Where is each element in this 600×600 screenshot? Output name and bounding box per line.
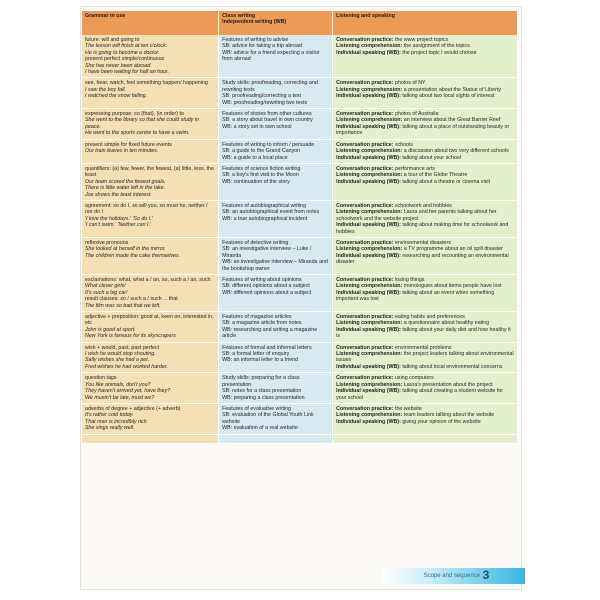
listening-cell <box>333 200 518 237</box>
listening-label: Individual speaking (WB): <box>336 49 401 56</box>
grammar-line: The film was so bad that we left. <box>85 302 161 309</box>
writing-line: WB: a guide to a local place <box>222 154 288 161</box>
grammar-line: present perfect simple/continuous <box>85 56 165 63</box>
writing-line: Study skills: proofreading, correcting and rewriting texts <box>222 80 318 93</box>
listening-label: Listening comprehension: <box>336 172 403 179</box>
grammar-line: New York is famous for its skyscrapers <box>85 333 176 340</box>
writing-line: SB: evaluation of the Global Youth Link website <box>222 412 314 425</box>
footer-title: Scope and sequence <box>423 573 480 579</box>
table-row <box>82 312 518 343</box>
grammar-line: The lesson will finish at ten o'clock. <box>85 43 168 50</box>
header-grammar: Grammar in use <box>82 11 219 35</box>
listening-text: environmental problems <box>393 344 452 351</box>
listening-cell <box>333 78 518 109</box>
listening-label: Listening comprehension: <box>336 320 403 327</box>
listening-text: researching and recounting an environmental disaster <box>336 252 509 266</box>
writing-cell <box>219 237 333 274</box>
table-row <box>82 78 518 109</box>
listening-text: an interview about the Great Barrier Reef <box>402 117 501 124</box>
writing-line: Features of science fiction writing <box>222 165 301 172</box>
listening-line <box>336 327 514 340</box>
grammar-line: She has never been abroad. <box>85 62 152 69</box>
table-header-row <box>82 11 518 35</box>
table-row <box>82 342 518 373</box>
listening-label: Individual speaking (WB): <box>336 222 401 229</box>
listening-cell <box>333 163 518 200</box>
table-row <box>82 373 518 404</box>
writing-cell <box>219 139 333 163</box>
listening-line <box>336 155 514 161</box>
grammar-line: see, hear, watch, feel something happen/ happening <box>85 80 208 87</box>
grammar-line: expressing purpose: so (that), (in order) to <box>85 111 184 118</box>
listening-label: Individual speaking (WB): <box>336 93 401 100</box>
writing-line: SB: different opinions about a subject <box>222 283 310 290</box>
listening-text: the project leaders talking about environmental issues <box>336 351 514 364</box>
listening-text: performance arts <box>393 165 436 172</box>
listening-text: Laura's presentation about the project <box>402 381 493 388</box>
writing-line: WB: preparing a class presentation <box>222 394 305 401</box>
writing-line: Features of autobiographical writing <box>222 202 307 209</box>
writing-cell <box>219 78 333 109</box>
listening-text: talking about local environmental concerns <box>400 363 503 370</box>
listening-label: Listening comprehension: <box>336 381 403 388</box>
grammar-line: She went to the library so that she could study in peace. <box>85 117 199 130</box>
writing-line: SB: notes for a class presentation <box>222 388 302 395</box>
empty-cell <box>333 434 518 443</box>
page-number: 3 <box>482 568 490 582</box>
listening-text: a presentation about the Statue of Liberty <box>402 86 501 93</box>
listening-label: Individual speaking (WB): <box>336 252 401 259</box>
listening-label: Listening comprehension: <box>336 283 403 290</box>
grammar-cell <box>82 109 219 140</box>
listening-label: Conversation practice: <box>336 239 394 246</box>
writing-line: Features of magazine articles <box>222 314 292 321</box>
grammar-line: They haven't arrived yet, have they? <box>85 388 171 395</box>
grammar-cell <box>82 403 219 434</box>
table-row <box>82 35 518 78</box>
table-row <box>82 139 518 163</box>
grammar-line: wish + would, past, past perfect <box>85 344 160 351</box>
writing-cell <box>219 35 333 78</box>
listening-cell <box>333 275 518 312</box>
writing-line: SB: an autobiographical event from notes <box>222 209 320 216</box>
grammar-line: She looked at herself in the mirror. <box>85 246 166 253</box>
grammar-line: I watched the snow falling. <box>85 93 148 100</box>
grammar-line: 'I can't swim.' 'Neither can I.' <box>85 222 151 229</box>
listening-label: Individual speaking (WB): <box>336 123 401 130</box>
grammar-line: It's rather cold today. <box>85 412 134 419</box>
writing-line: WB: proofreading/rewriting two texts <box>222 99 308 106</box>
listening-text: a discussion about two very different schools <box>402 148 509 155</box>
writing-line: SB: a boy's first visit to the Moon <box>222 172 299 179</box>
listening-text: a questionnaire about healthy eating <box>402 320 490 327</box>
grammar-line: I wish he would stop shouting. <box>85 351 156 358</box>
listening-text: talking about making time for schoolwork and hobbies <box>336 222 509 235</box>
writing-cell <box>219 342 333 373</box>
writing-cell <box>219 312 333 343</box>
grammar-line: present simple for fixed future events <box>85 141 172 148</box>
listening-line <box>336 364 514 370</box>
writing-line: WB: an informal letter to a friend <box>222 357 299 364</box>
listening-text: Laura and her parents talking about her schoolwork and the website project <box>336 209 497 222</box>
listening-line <box>336 419 514 425</box>
listening-text: the website <box>393 405 422 412</box>
writing-line: WB: an investigative interview – Miranda and the bookshop owner <box>222 259 328 272</box>
listening-line <box>336 124 514 137</box>
listening-label: Listening comprehension: <box>336 209 403 216</box>
writing-line: Features of writing to advise <box>222 37 289 43</box>
listening-cell <box>333 373 518 404</box>
listening-text: giving your opinion of the website <box>400 418 481 425</box>
writing-line: SB: a guide to the Grand Canyon <box>222 148 301 155</box>
writing-cell <box>219 275 333 312</box>
listening-cell <box>333 35 518 78</box>
listening-label: Individual speaking (WB): <box>336 326 401 333</box>
grammar-line: future: will and going to <box>85 37 140 43</box>
grammar-line: Joe shows the least interest. <box>85 191 152 198</box>
listening-label: Conversation practice: <box>336 375 394 382</box>
listening-text: using computers <box>393 375 434 382</box>
grammar-line: You like animals, don't you? <box>85 381 151 388</box>
grammar-line: I saw the boy fall. <box>85 86 126 93</box>
listening-line <box>336 50 514 56</box>
writing-line: WB: a true autobiographical incident <box>222 215 308 222</box>
grammar-cell <box>82 200 219 237</box>
empty-cell <box>219 434 333 443</box>
table-row <box>82 109 518 140</box>
listening-line <box>336 388 514 401</box>
listening-text: photos of NY <box>393 80 426 87</box>
writing-cell <box>219 403 333 434</box>
grammar-line: He is going to become a doctor. <box>85 49 160 56</box>
grammar-line: That man is incredibly rich. <box>85 418 148 425</box>
writing-line: Features of formal and informal letters <box>222 344 312 351</box>
listening-label: Conversation practice: <box>336 344 394 351</box>
grammar-cell <box>82 373 219 404</box>
listening-cell <box>333 403 518 434</box>
listening-text: a tour of the Globe Theatre <box>402 172 468 179</box>
table-row <box>82 237 518 274</box>
grammar-line: adverbs of degree + adjective (+ adverb) <box>85 405 181 412</box>
listening-line <box>336 290 514 303</box>
listening-text: schoolwork and hobbies <box>393 202 452 209</box>
listening-label: Individual speaking (WB): <box>336 154 401 161</box>
grammar-line: Our team scored the fewest goals. <box>85 178 166 185</box>
table-row <box>82 275 518 312</box>
listening-text: talking about an event when something important was lost <box>336 289 495 303</box>
listening-cell <box>333 109 518 140</box>
writing-line: Features of detective writing <box>222 239 289 246</box>
grammar-line: What clever girls! <box>85 283 126 290</box>
writing-line: SB: advice for taking a trip abroad <box>222 43 302 50</box>
writing-line: WB: advice for a friend expecting a visitor from abroad <box>222 49 320 63</box>
listening-label: Conversation practice: <box>336 202 394 209</box>
writing-cell <box>219 373 333 404</box>
grammar-line: John is good at sport. <box>85 326 136 333</box>
writing-line: SB: a formal letter of enquiry <box>222 351 290 358</box>
listening-text: team leaders talking about the website <box>402 412 495 419</box>
grammar-cell <box>82 35 219 78</box>
writing-line: SB: proofreading/correcting a text <box>222 93 302 100</box>
listening-line <box>336 93 514 99</box>
writing-cell <box>219 200 333 237</box>
empty-cell <box>82 434 219 443</box>
grammar-cell <box>82 312 219 343</box>
writing-line: Features of writing about opinions <box>222 277 302 283</box>
grammar-line: question tags <box>85 375 117 382</box>
grammar-line: He went to the sports centre to have a swim. <box>85 130 190 137</box>
listening-label: Listening comprehension: <box>336 86 403 93</box>
listening-cell <box>333 237 518 274</box>
listening-line <box>336 253 514 266</box>
writing-line: WB: continuation of the story <box>222 178 290 185</box>
table-tail-row <box>82 434 518 443</box>
grammar-line: Our train leaves in ten minutes. <box>85 148 159 155</box>
listening-label: Conversation practice: <box>336 405 394 412</box>
listening-text: losing things <box>393 277 425 283</box>
grammar-line: I have been waiting for half an hour. <box>85 69 170 76</box>
grammar-line: exclamations: what, what a / an, so, such a / an, such <box>85 277 211 283</box>
listening-label: Individual speaking (WB): <box>336 363 401 370</box>
writing-line: WB: different opinions about a subject <box>222 289 312 296</box>
writing-line: Features of evaluative writing <box>222 405 291 412</box>
listening-text: talking about a theatre or cinema visit <box>400 178 491 185</box>
listening-label: Individual speaking (WB): <box>336 388 401 395</box>
listening-text: monologues about items people have lost <box>402 283 502 290</box>
listening-label: Listening comprehension: <box>336 351 403 358</box>
writing-line: WB: a story set in own school <box>222 123 292 130</box>
grammar-cell <box>82 237 219 274</box>
writing-line: Features of writing to inform / persuade <box>222 141 315 148</box>
table-row <box>82 403 518 434</box>
listening-label: Individual speaking (WB): <box>336 289 401 296</box>
listening-text: talking about a place of outstanding beauty or importance <box>336 123 510 137</box>
grammar-line: reflexive pronouns <box>85 239 129 246</box>
listening-text: talking about your school <box>400 154 461 161</box>
grammar-line: result clauses: so / such a / such ... that <box>85 296 178 303</box>
listening-line <box>336 222 514 235</box>
grammar-line: agreement: so do I, so will you, so must he, neither / nor do I <box>85 202 208 216</box>
header-listening: Listening and speaking <box>333 11 518 35</box>
grammar-line: quantifiers: (a) few, fewer, the fewest, (a) little, less, the least <box>85 165 214 179</box>
table-row <box>82 163 518 200</box>
grammar-line: There is little water left in the lake. <box>85 185 166 192</box>
listening-label: Conversation practice: <box>336 165 394 172</box>
writing-line: SB: an investigative interview – Luke / Miranda <box>222 246 312 259</box>
writing-line: SB: a magazine article from notes <box>222 320 302 327</box>
listening-label: Individual speaking (WB): <box>336 418 401 425</box>
listening-label: Individual speaking (WB): <box>336 178 401 185</box>
grammar-cell <box>82 275 219 312</box>
listening-cell <box>333 342 518 373</box>
header-writing: Class writing Independent writing (WB) <box>219 11 333 35</box>
grammar-cell <box>82 78 219 109</box>
grammar-line: Fred wishes he had worked harder. <box>85 363 168 370</box>
listening-line <box>336 179 514 185</box>
writing-line: Features of stories from other cultures <box>222 111 312 118</box>
listening-text: the project topic I would choose <box>400 49 477 56</box>
listening-label: Listening comprehension: <box>336 148 403 155</box>
listening-label: Listening comprehension: <box>336 246 403 253</box>
listening-text: talking about two local sights of interest <box>400 93 495 100</box>
listening-line <box>336 351 514 364</box>
grammar-line: Sally wishes she had a pet. <box>85 357 150 364</box>
listening-label: Listening comprehension: <box>336 412 403 419</box>
writing-line: Study skills: preparing for a class presentation <box>222 375 300 388</box>
listening-text: talking about creating a student website for your school <box>336 388 504 401</box>
writing-cell <box>219 109 333 140</box>
listening-text: a TV programme about an oil spill disaster <box>402 246 503 253</box>
listening-label: Conversation practice: <box>336 80 394 87</box>
writing-line: WB: evaluation of a real website <box>222 425 298 432</box>
listening-text: photos of Australia <box>393 111 439 118</box>
listening-text: eating habits and preferences <box>393 314 465 321</box>
grammar-line: adjective + preposition: good at, keen on, interested in, etc <box>85 314 214 327</box>
listening-label: Conversation practice: <box>336 141 394 148</box>
listening-label: Listening comprehension: <box>336 43 403 50</box>
grammar-cell <box>82 139 219 163</box>
listening-text: the assignment of the topics <box>402 43 470 50</box>
listening-cell <box>333 139 518 163</box>
grammar-line: It's such a big car! <box>85 289 128 296</box>
grammar-line: She sings really well. <box>85 425 135 432</box>
grammar-line: 'I love the holidays.' 'So do I.' <box>85 215 153 222</box>
writing-line: WB: researching and writing a magazine article <box>222 326 318 340</box>
grammar-line: The children made the cake themselves. <box>85 252 181 259</box>
listening-label: Conversation practice: <box>336 111 394 118</box>
writing-line: SB: a story about travel in own country <box>222 117 313 124</box>
listening-text: the www project topics <box>393 37 448 43</box>
grammar-cell <box>82 163 219 200</box>
scope-table <box>82 11 518 444</box>
grammar-cell <box>82 342 219 373</box>
writing-cell <box>219 163 333 200</box>
listening-label: Conversation practice: <box>336 314 394 321</box>
listening-cell <box>333 312 518 343</box>
listening-label: Conversation practice: <box>336 277 394 283</box>
listening-text: schools <box>393 141 413 148</box>
listening-label: Conversation practice: <box>336 37 394 43</box>
table-row <box>82 200 518 237</box>
listening-text: environmental disasters <box>393 239 451 246</box>
grammar-line: We mustn't be late, must we? <box>85 394 155 401</box>
listening-text: talking about your daily diet and how healthy it is <box>336 326 511 340</box>
listening-label: Listening comprehension: <box>336 117 403 124</box>
listening-line <box>336 209 514 222</box>
